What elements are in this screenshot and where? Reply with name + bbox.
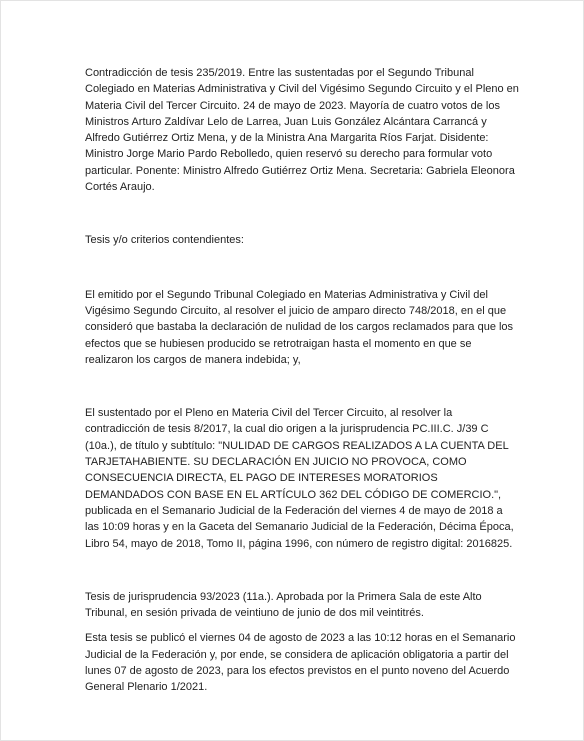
contending-criteria-heading: Tesis y/o criterios contendientes:	[85, 234, 244, 247]
second-criterion-paragraph: El sustentado por el Pleno en Materia Civil del Tercer Circuito, al resolver la contradicción de tesis 8/2017, la cual dio origen a la jurisprudencia PC.III.C. J/39 C (10a.), de título y subtítulo: "NULIDAD DE CARGOS REALIZADOS A LA CUENTA DEL TARJETAHABIENTE. SU DECLARACIÓN EN JUICIO NO PROVOCA, COMO CONSECUENCIA DIRECTA, EL PAGO DE INTERESES MORATORIOS DEMANDADOS CON BASE EN EL ARTÍCULO 362 DEL CÓDIGO DE COMERCIO.", publicada en el Semanario Judicial de la Federación del viernes 4 de mayo de 2018 a las 10:09 horas y en la Gaceta del Semanario Judicial de la Federación, Décima Época, Libro 54, mayo de 2018, Tomo II, página 1996, con número de registro digital: 2016825.	[85, 407, 514, 550]
document-body	[85, 65, 519, 696]
first-criterion-paragraph: El emitido por el Segundo Tribunal Colegiado en Materias Administrativa y Civil del Vigésimo Segundo Circuito, al resolver el juicio de amparo directo 748/2018, en el que consideró que bastaba la declaración de nulidad de los cargos reclamados para que los efectos que se hubiesen producido se retrotraigan hasta el momento en que se realizaron los cargos de manera indebida; y,	[85, 288, 514, 366]
publication-paragraph: Esta tesis se publicó el viernes 04 de agosto de 2023 a las 10:12 horas en el Semanario Judicial de la Federación y, por ende, se considera de aplicación obligatoria a partir del lunes 07 de agosto de 2023, para los efectos previstos en el punto noveno del Acuerdo General Plenario 1/2021.	[85, 632, 516, 694]
jurisprudence-approval-paragraph: Tesis de jurisprudencia 93/2023 (11a.). Aprobada por la Primera Sala de este Alto Tribunal, en sesión privada de veintiuno de junio de dos mil veintitrés.	[85, 590, 482, 620]
precedent-paragraph: Contradicción de tesis 235/2019. Entre las sustentadas por el Segundo Tribunal Colegiado en Materias Administrativa y Civil del Vigésimo Segundo Circuito y el Pleno en Materia Civil del Tercer Circuito. 24 de mayo de 2023. Mayoría de cuatro votos de los Ministros Arturo Zaldívar Lelo de Larrea, Juan Luis González Alcántara Carrancá y Alfredo Gutiérrez Ortiz Mena, y de la Ministra Ana Margarita Ríos Farjat. Disidente: Ministro Jorge Mario Pardo Rebolledo, quien reservó su derecho para formular voto particular. Ponente: Ministro Alfredo Gutiérrez Ortiz Mena. Secretaria: Gabriela Eleonora Cortés Araujo.	[85, 67, 519, 194]
